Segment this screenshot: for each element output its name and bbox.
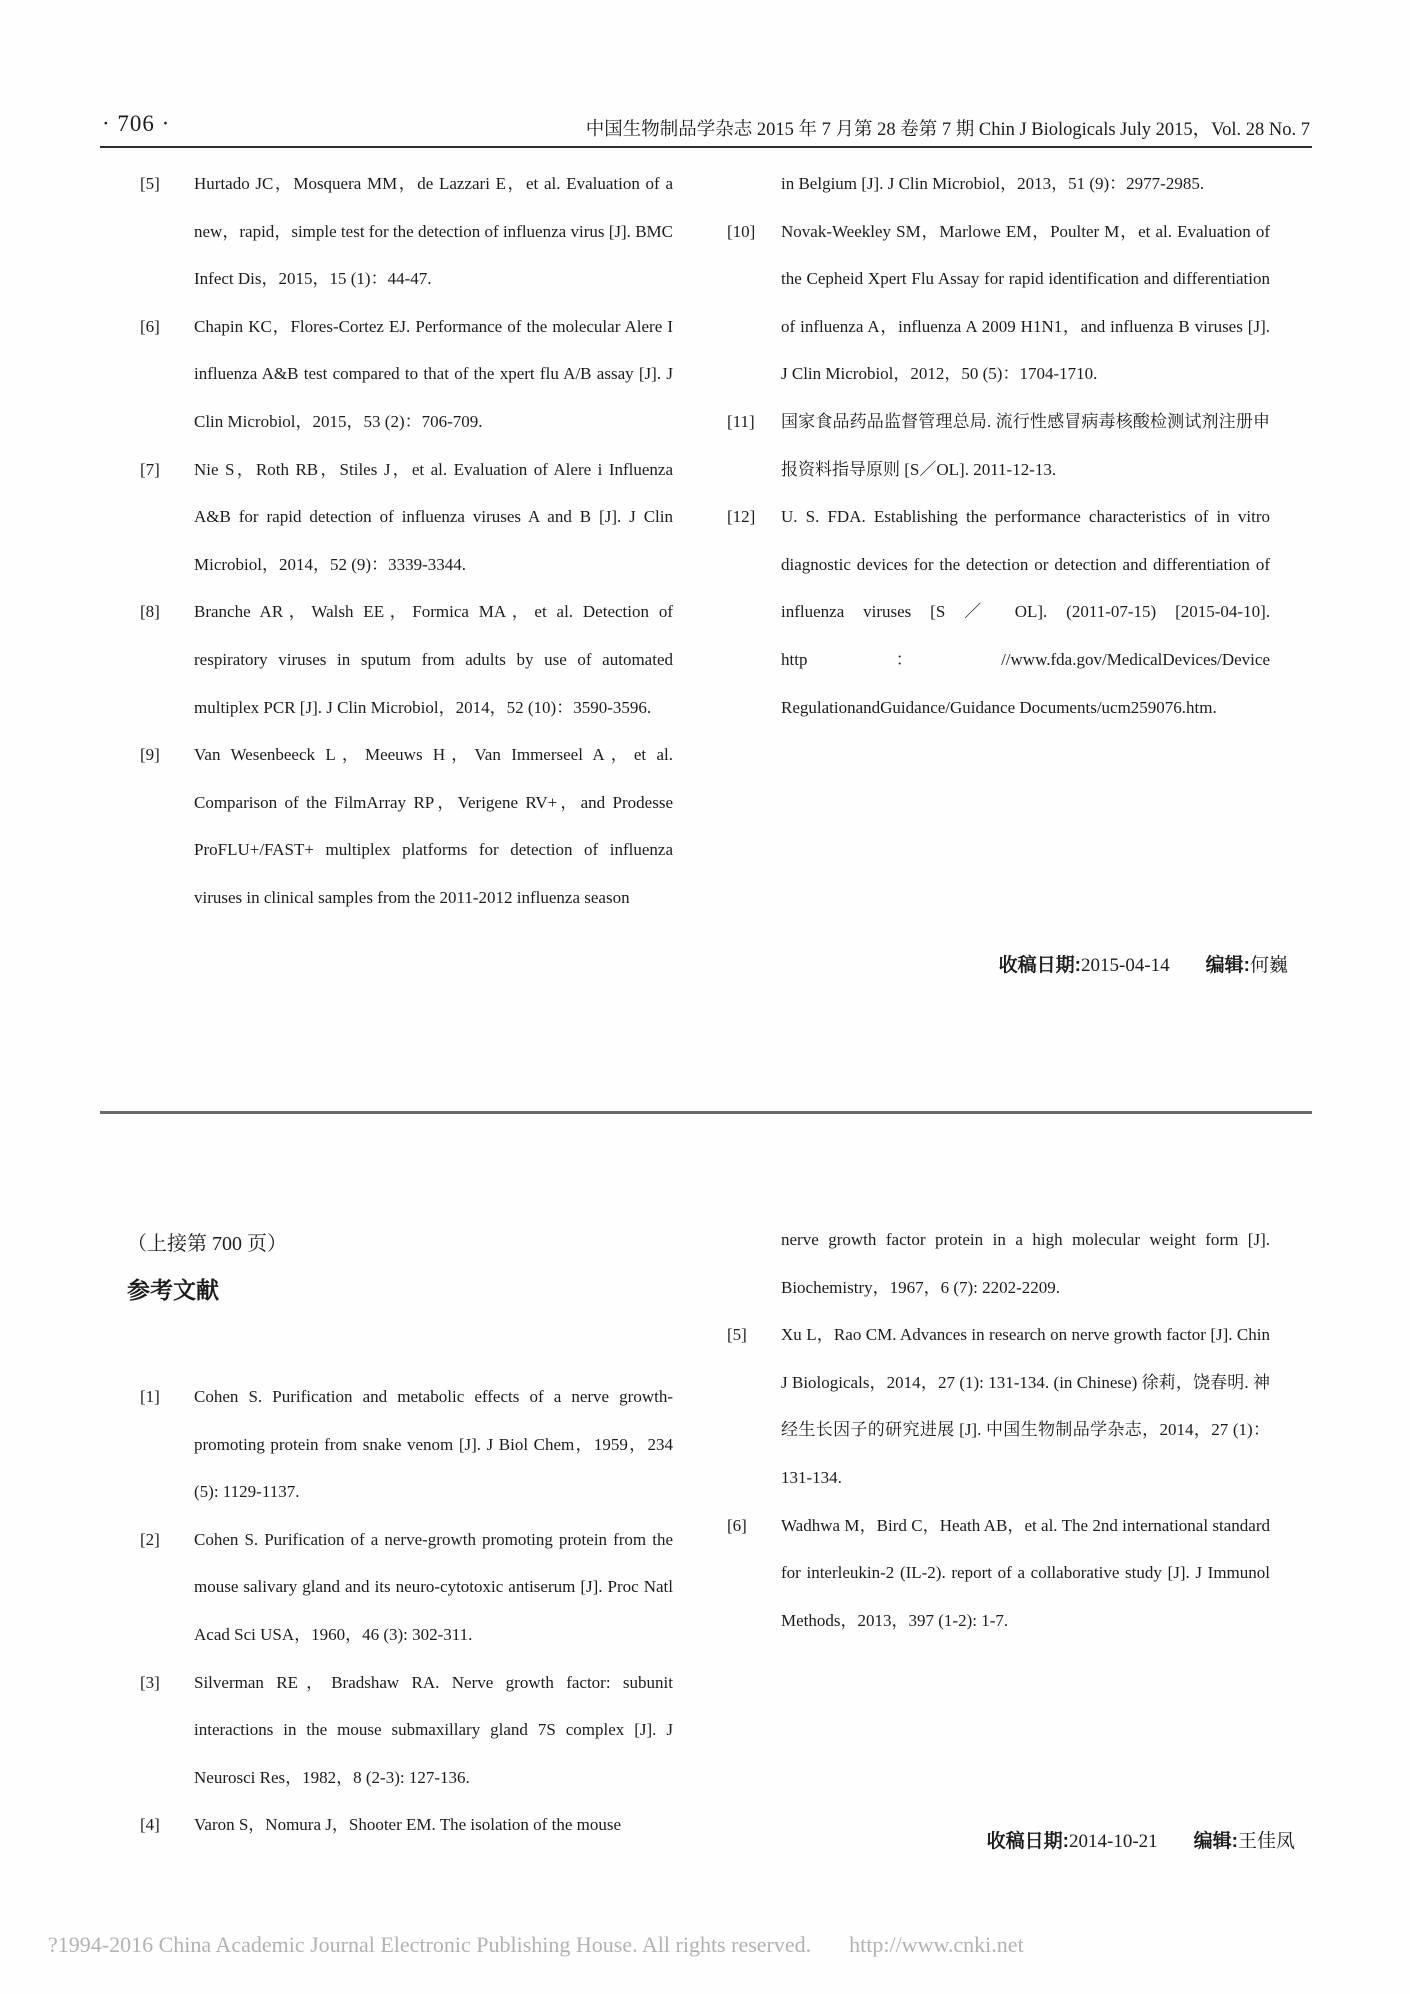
reference-text: U. S. FDA. Establishing the performance characteristics of in vitro diagnostic devices for the detection or detection and differentiation of influenza viruses [S ／ OL]. (2011-07-15) [2015-04-10]. http：//www.fda.gov/MedicalDevices/Device RegulationandGuidance/Guidance Documents/ucm259076.htm. [781, 507, 1270, 717]
reference-text: 国家食品药品监督管理总局. 流行性感冒病毒核酸检测试剂注册申报资料指导原则 [S／OL]. 2011-12-13. [781, 411, 1270, 479]
reference-number: [12] [727, 507, 756, 527]
reference-number: [6] [727, 1515, 747, 1535]
reference-text: Branche AR，Walsh EE，Formica MA，et al. Detection of respiratory viruses in sputum from adults by use of automated multiplex PCR [J]. J Clin Microbiol，2014，52 (10)：3590-3596. [194, 602, 673, 717]
reference-number: [5] [727, 1325, 747, 1345]
reference-text: Silverman RE，Bradshaw RA. Nerve growth factor: subunit interactions in the mouse submaxillary gland 7S complex [J]. J Neurosci Res，1982，8 (2-3): 127-136. [194, 1672, 673, 1787]
article1-received-line [999, 950, 1288, 977]
reference-item [727, 1216, 1270, 1311]
reference-item [140, 1373, 673, 1516]
reference-item [727, 1311, 1270, 1501]
article1-right-column [727, 160, 1270, 731]
section-divider [100, 1111, 1312, 1114]
reference-text: Varon S，Nomura J，Shooter EM. The isolation of the mouse [194, 1815, 622, 1835]
editor-name: 何巍 [1249, 955, 1288, 976]
article1-left-column [140, 160, 673, 922]
reference-number: [4] [140, 1815, 160, 1835]
received-date-label: 收稿日期: [998, 955, 1081, 976]
reference-text: Hurtado JC，Mosquera MM，de Lazzari E，et al. Evaluation of a new，rapid，simple test for the detection of influenza virus [J]. BMC Infect Dis，2015，15 (1)：44-47. [194, 174, 673, 289]
reference-text: Cohen S. Purification and metabolic effects of a nerve growth-promoting protein from snake venom [J]. J Biol Chem，1959，234 (5): 1129-1137. [194, 1387, 673, 1502]
reference-item [140, 731, 673, 921]
header-rule [100, 146, 1312, 148]
footer-url: http://www.cnki.net [849, 1932, 1024, 1957]
article2-right-column [727, 1216, 1270, 1644]
reference-text: Cohen S. Purification of a nerve-growth promoting protein from the mouse salivary gland and its neuro-cytotoxic antiserum [J]. Proc Natl Acad Sci USA，1960，46 (3): 302-311. [194, 1529, 673, 1644]
reference-item [140, 1516, 673, 1659]
reference-text: in Belgium [J]. J Clin Microbiol，2013，51 (9)：2977-2985. [781, 174, 1205, 193]
reference-item [140, 1801, 673, 1849]
footer-copyright: ?1994-2016 China Academic Journal Electronic Publishing House. All rights reserved. [48, 1932, 812, 1957]
reference-item [140, 303, 673, 446]
journal-title-line: 中国生物制品学杂志 2015 年 7 月第 28 卷第 7 期 Chin J Biologicals July 2015，Vol. 28 No. 7 [585, 120, 1310, 140]
reference-number: [5] [140, 174, 160, 193]
reference-item [140, 446, 673, 589]
reference-text: Novak-Weekley SM，Marlowe EM，Poulter M，et al. Evaluation of the Cepheid Xpert Flu Assay for rapid identification and differentiation of influenza A，influenza A 2009 H1N1，and influenza B viruses [J]. J Clin Microbiol，2012，50 (5)：1704-1710. [781, 221, 1270, 384]
received-date-label: 收稿日期: [986, 1831, 1069, 1852]
reference-item [140, 1659, 673, 1802]
reference-number: [9] [140, 745, 160, 765]
reference-text: Nie S，Roth RB，Stiles J，et al. Evaluation of Alere i Influenza A&B for rapid detection of influenza viruses A and B [J]. J Clin Microbiol，2014，52 (9)：3339-3344. [194, 459, 673, 574]
reference-item [140, 588, 673, 731]
reference-item [140, 160, 673, 303]
reference-number: [7] [140, 459, 160, 479]
reference-text: Wadhwa M，Bird C，Heath AB，et al. The 2nd international standard for interleukin-2 (IL-2). report of a collaborative study [J]. J Immunol Methods，2013，397 (1-2): 1-7. [781, 1515, 1270, 1630]
editor-label: 编辑: [1193, 1831, 1238, 1852]
received-date-value: 2015-04-14 [1081, 955, 1170, 976]
footer-watermark [48, 1932, 1024, 1958]
references-heading: 参考文献 [127, 1277, 219, 1303]
reference-number: [8] [140, 602, 160, 622]
reference-number: [1] [140, 1387, 160, 1406]
article2-left-column [140, 1373, 673, 1849]
received-date-value: 2014-10-21 [1069, 1831, 1158, 1852]
reference-text: Chapin KC，Flores-Cortez EJ. Performance of the molecular Alere I influenza A&B test compared to that of the xpert flu A/B assay [J]. J Clin Microbiol，2015，53 (2)：706-709. [194, 316, 673, 431]
page-number: · 706 · [102, 111, 171, 136]
article2-received-line [987, 1826, 1295, 1853]
reference-number: [6] [140, 316, 160, 336]
reference-text: Xu L，Rao CM. Advances in research on nerve growth factor [J]. Chin J Biologicals，2014，27 (1): 131-134. (in Chinese) 徐莉，饶春明. 神经生长因子的研究进展 [J]. 中国生物制品学杂志，2014，27 (1)：131-134. [781, 1325, 1270, 1487]
reference-item [727, 160, 1270, 208]
editor-label: 编辑: [1205, 955, 1250, 976]
reference-item [727, 1502, 1270, 1645]
reference-number: [2] [140, 1529, 160, 1549]
reference-item [727, 493, 1270, 731]
reference-text: Van Wesenbeeck L，Meeuws H，Van Immerseel A，et al. Comparison of the FilmArray RP，Verigene RV+，and Prodesse ProFLU+/FAST+ multiplex platforms for detection of influenza viruses in clinical samples from the 2011-2012 influenza season [194, 745, 673, 907]
reference-item [727, 398, 1270, 493]
reference-text: nerve growth factor protein in a high molecular weight form [J]. Biochemistry，1967，6 (7): 2202-2209. [781, 1230, 1270, 1297]
continuation-note: （上接第 700 页） [127, 1233, 287, 1255]
editor-name: 王佳凤 [1237, 1831, 1295, 1852]
reference-number: [10] [727, 221, 756, 241]
reference-number: [3] [140, 1672, 160, 1692]
reference-number: [11] [727, 411, 755, 431]
reference-item [727, 208, 1270, 398]
